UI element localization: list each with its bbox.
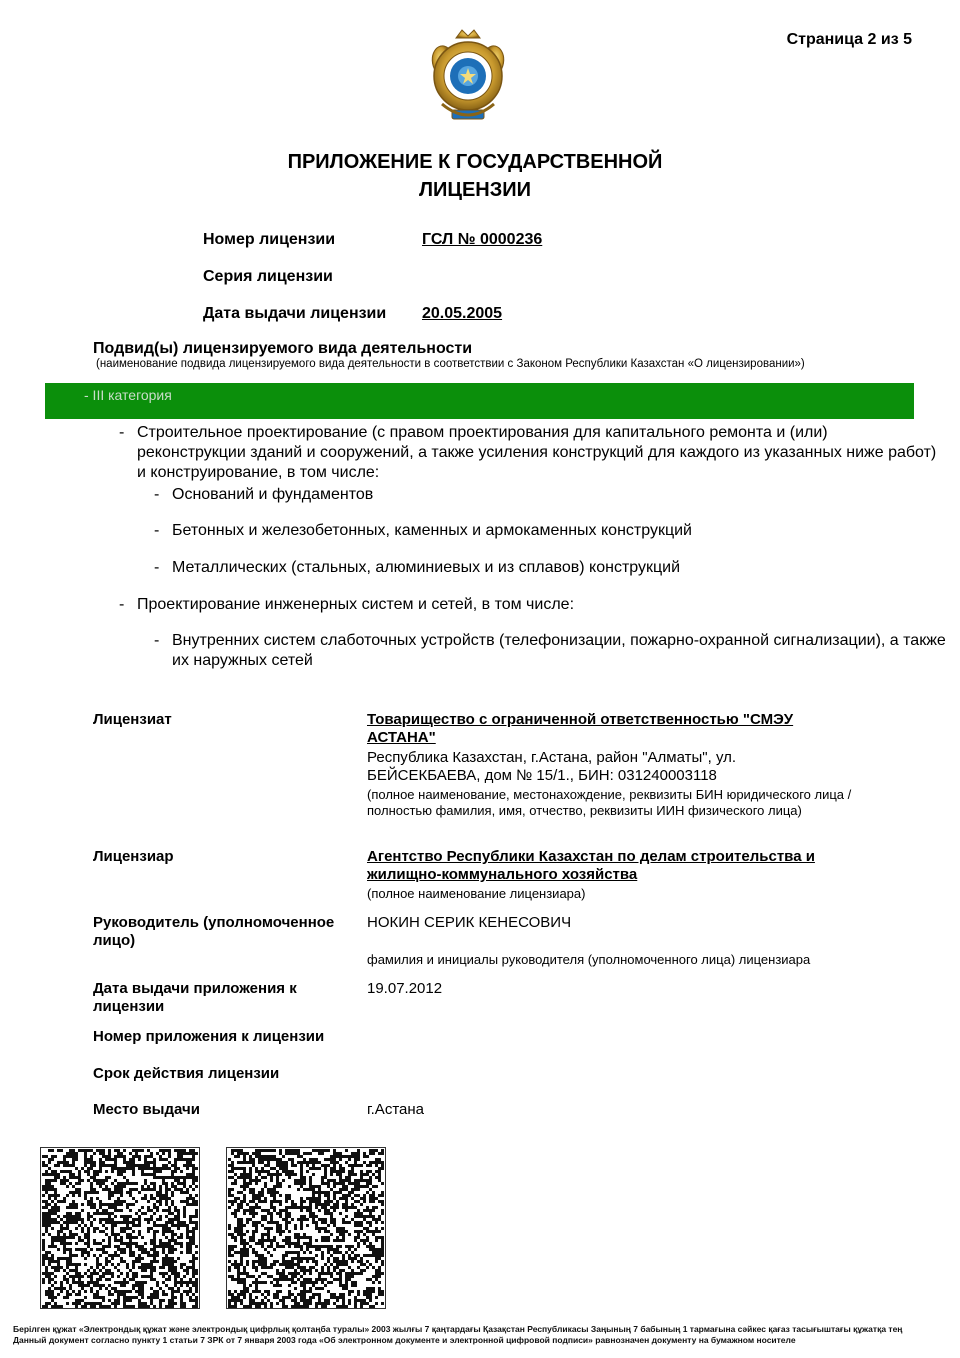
list-item-dash: - [154, 522, 160, 539]
list-item-text: Внутренних систем слаботочных устройств (телефонизации, пожарно-охранной сигнализации), а также их наружных сетей [172, 632, 946, 669]
list-item-dash: - [119, 424, 125, 441]
footer-line-russian: Данный документ согласно пункту 1 статьи 7 ЗРК от 7 января 2003 года «Об электронном документе и электронной цифровой подписи» равнозначен документу на бумажном носителе [13, 1335, 796, 1345]
list-item [119, 423, 939, 483]
place-value: г.Астана [367, 1101, 424, 1118]
appendix-number-label: Номер приложения к лицензии [93, 1028, 325, 1045]
appendix-date-label: Дата выдачи приложения к лицензии [93, 980, 297, 1015]
licensor-note: (полное наименование лицензиара) [367, 886, 586, 901]
license-date-value: 20.05.2005 [422, 305, 503, 322]
list-item [154, 558, 954, 578]
license-number-label: Номер лицензии [203, 231, 336, 248]
list-item-text: Оснований и фундаментов [172, 486, 374, 503]
list-item-text: Металлических (стальных, алюминиевых и из сплавов) конструкций [172, 559, 681, 576]
document-title-line1: ПРИЛОЖЕНИЕ К ГОСУДАРСТВЕННОЙ [287, 151, 663, 173]
category-bar [45, 383, 914, 419]
list-item-text: Строительное проектирование (с правом проектирования для капитального ремонта и (или) реконструкции зданий и сооружений, а также усиления конструкций для каждого из указанных ниже работ) и конструирование, в том числе: [137, 424, 937, 481]
document-title-line2: ЛИЦЕНЗИИ [418, 179, 532, 201]
state-emblem-icon [418, 26, 518, 130]
page-number: Страница 2 из 5 [786, 31, 912, 48]
licensee-address: Республика Казахстан, г.Астана, район "Алматы", ул. БЕЙСЕКБАЕВА, дом № 15/1., БИН: 031240003118 [367, 749, 737, 784]
head-note: фамилия и инициалы руководителя (уполномоченного лица) лицензиара [367, 952, 811, 967]
licensor-label: Лицензиар [93, 848, 174, 865]
document-title [200, 148, 750, 204]
subkind-title: Подвид(ы) лицензируемого вида деятельности [93, 340, 473, 357]
licensee-label: Лицензиат [93, 711, 172, 728]
list-item-dash: - [154, 559, 160, 576]
qr-code-icon [40, 1147, 200, 1309]
list-item [154, 485, 954, 505]
license-number-value: ГСЛ № 0000236 [422, 231, 543, 248]
head-label: Руководитель (уполномоченное лицо) [93, 914, 335, 949]
list-item-dash: - [154, 486, 160, 503]
footer-line-kazakh: Берілген құжат «Электрондық құжат және электрондық цифрлық қолтаңба туралы» 2003 жылғы 7 қаңтардағы Қазақстан Республикасы Заңының 7 бабының 1 тармағына сәйкес қағаз тасығыштағы құжатқа тең [13, 1324, 903, 1334]
list-item [119, 595, 939, 615]
licensor-name: Агентство Республики Казахстан по делам строительства и жилищно-коммунального хозяйства [367, 848, 815, 883]
list-item [154, 631, 950, 671]
list-item-dash: - [119, 596, 125, 613]
list-item [154, 521, 954, 541]
category-label: - III категория [84, 387, 172, 403]
licensee-name: Товарищество с ограниченной ответственностью "СМЭУ АСТАНА" [367, 711, 794, 746]
qr-code-icon [226, 1147, 386, 1309]
license-series-label: Серия лицензии [203, 268, 333, 285]
list-item-text: Бетонных и железобетонных, каменных и армокаменных конструкций [172, 522, 692, 539]
licensee-note: (полное наименование, местонахождение, реквизиты БИН юридического лица / полностью фамилия, имя, отчество, реквизиты ИИН физического лица) [367, 787, 852, 818]
appendix-date-value: 19.07.2012 [367, 980, 443, 997]
license-date-label: Дата выдачи лицензии [203, 305, 387, 322]
place-label: Место выдачи [93, 1101, 200, 1118]
validity-label: Срок действия лицензии [93, 1065, 280, 1082]
head-value: НОКИН СЕРИК КЕНЕСОВИЧ [367, 914, 572, 931]
list-item-text: Проектирование инженерных систем и сетей, в том числе: [137, 596, 575, 613]
list-item-dash: - [154, 632, 160, 649]
subkind-note: (наименование подвида лицензируемого вида деятельности в соответствии с Законом Республики Казахстан «О лицензировании») [96, 358, 805, 370]
